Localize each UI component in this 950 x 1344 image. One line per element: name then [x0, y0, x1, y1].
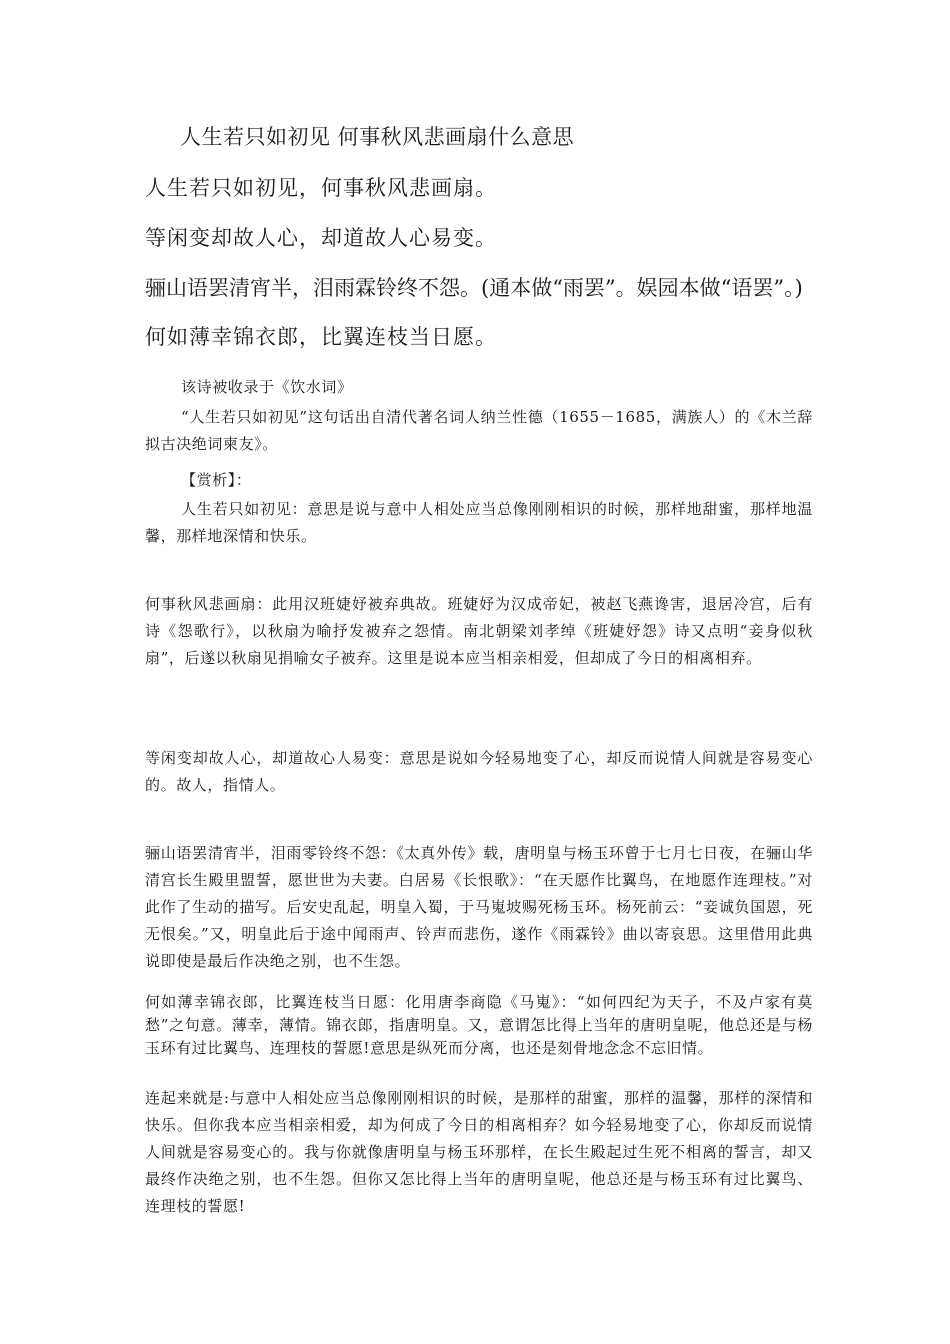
summary-paragraph: 连起来就是:与意中人相处应当总像刚刚相识的时候，是那样的甜蜜，那样的温馨，那样的深情和快乐。但你我本应当相亲相爱，却为何成了今日的相离相弃？如今轻易地变了心，你却反而说情人间就是容易变心的。我与你就像唐明皇与杨玉环那样，在长生殿起过生死不相离的誓言，却又最终作决绝之别，也不生怨。但你又怎比得上当年的唐明皇呢，他总还是与杨玉环有过比翼鸟、连理枝的誓愿!	[145, 1089, 813, 1215]
analysis-line-4: 骊山语罢清宵半，泪雨零铃终不怨：《太真外传》载，唐明皇与杨玉环曾于七月七日夜，在骊山华清宫长生殿里盟誓，愿世世为夫妻。白居易《长恨歌》：“在天愿作比翼鸟，在地愿作连理枝。”对此作了生动的描写。后安史乱起，明皇入蜀，于马嵬坡赐死杨玉环。杨死前云：“妾诚负国恩，死无恨矣。”又，明皇此后于途中闻雨声、铃声而悲伤，遂作《雨霖铃》曲以寄哀思。这里借用此典说即使是最后作决绝之别，也不生怨。	[145, 844, 813, 970]
poem-line-1: 人生若只如初见，何事秋风悲画扇。	[145, 176, 497, 200]
analysis-line-2: 何事秋风悲画扇：此用汉班婕妤被弃典故。班婕妤为汉成帝妃，被赵飞燕谗害，退居冷宫，后有诗《怨歌行》，以秋扇为喻抒发被弃之怨情。南北朝梁刘孝绰《班婕妤怨》诗又点明“妾身似秋扇”，后遂以秋扇见捐喻女子被弃。这里是说本应当相亲相爱，但却成了今日的相离相弃。	[145, 595, 813, 667]
analysis-line-3: 等闲变却故人心，却道故心人易变：意思是说如今轻易地变了心，却反而说情人间就是容易变心的。故人，指情人。	[145, 749, 813, 794]
poem-line-4: 何如薄幸锦衣郎，比翼连枝当日愿。	[145, 325, 497, 349]
analysis-line-5: 何如薄幸锦衣郎，比翼连枝当日愿：化用唐李商隐《马嵬》：“如何四纪为天子，不及卢家有莫愁”之句意。薄幸，薄情。锦衣郎，指唐明皇。又，意谓怎比得上当年的唐明皇呢，他总还是与杨玉环有过比翼鸟、连理枝的誓愿!意思是纵死而分离，也还是刻骨地念念不忘旧情。	[145, 993, 813, 1057]
document-title: 人生若只如初见 何事秋风悲画扇什么意思	[180, 125, 575, 149]
origin-note: “人生若只如初见”这句话出自清代著名词人纳兰性德（1655－1685，满族人）的《木兰辞 拟古决绝词柬友》。	[145, 408, 813, 453]
analysis-line-1: 人生若只如初见：意思是说与意中人相处应当总像刚刚相识的时候，那样地甜蜜，那样地温馨，那样地深情和快乐。	[145, 500, 813, 545]
appreciation-label: 【赏析】：	[181, 471, 252, 489]
source-note: 该诗被收录于《饮水词》	[181, 378, 353, 396]
poem-line-3: 骊山语罢清宵半，泪雨霖铃终不怨。(通本做“雨罢”。娱园本做“语罢”。)	[145, 276, 803, 300]
poem-line-2: 等闲变却故人心，却道故人心易变。	[145, 226, 497, 250]
